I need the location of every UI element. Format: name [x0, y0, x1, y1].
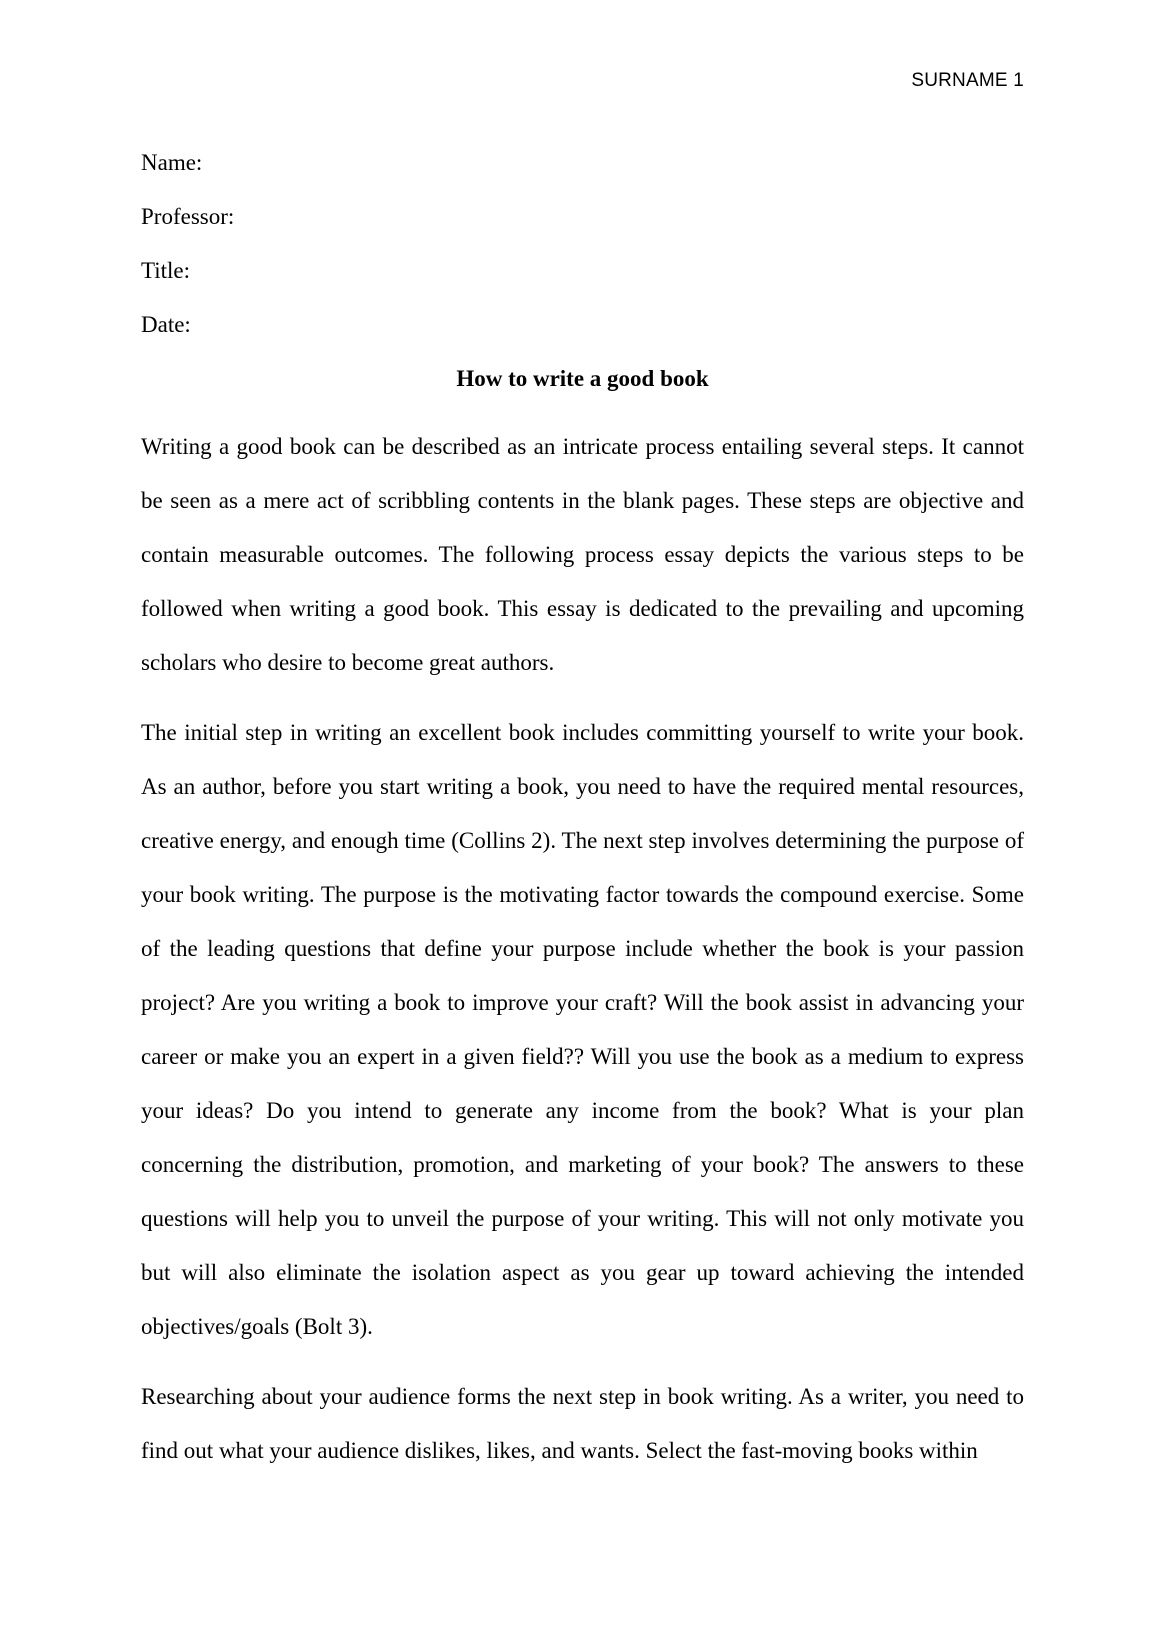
paragraph-intro: Writing a good book can be described as an intricate process entailing several steps. It cannot be seen as a mere act of scribbling contents in the blank pages. These steps are objective and contain measurable outcomes. The following process essay depicts the various steps to be followed when writing a good book. This essay is dedicated to the prevailing and upcoming scholars who desire to become great authors.: [141, 434, 1024, 675]
essay-title: How to write a good book: [456, 366, 709, 391]
professor-line: Professor:: [141, 204, 235, 229]
title-line: Title:: [141, 258, 191, 283]
name-line: Name:: [141, 150, 203, 175]
document-body: [141, 136, 1024, 1478]
paragraph-commitment: The initial step in writing an excellent book includes committing yourself to write your book. As an author, before you start writing a book, you need to have the required mental resources, creative energy, and enough time (Collins 2). The next step involves determining the purpose of your book writing. The purpose is the motivating factor towards the compound exercise. Some of the leading questions that define your purpose include whether the book is your passion project? Are you writing a book to improve your craft? Will the book assist in advancing your career or make you an expert in a given field?? Will you use the book as a medium to express your ideas? Do you intend to generate any income from the book? What is your plan concerning the distribution, promotion, and marketing of your book? The answers to these questions will help you to unveil the purpose of your writing. This will not only motivate you but will also eliminate the isolation aspect as you gear up toward achieving the intended objectives/goals (Bolt 3).: [141, 720, 1024, 1339]
paragraph-audience: Researching about your audience forms the next step in book writing. As a writer, you need to find out what your audience dislikes, likes, and wants. Select the fast-moving books within: [141, 1384, 1024, 1463]
date-line: Date:: [141, 312, 191, 337]
running-head: SURNAME 1: [911, 70, 1024, 91]
